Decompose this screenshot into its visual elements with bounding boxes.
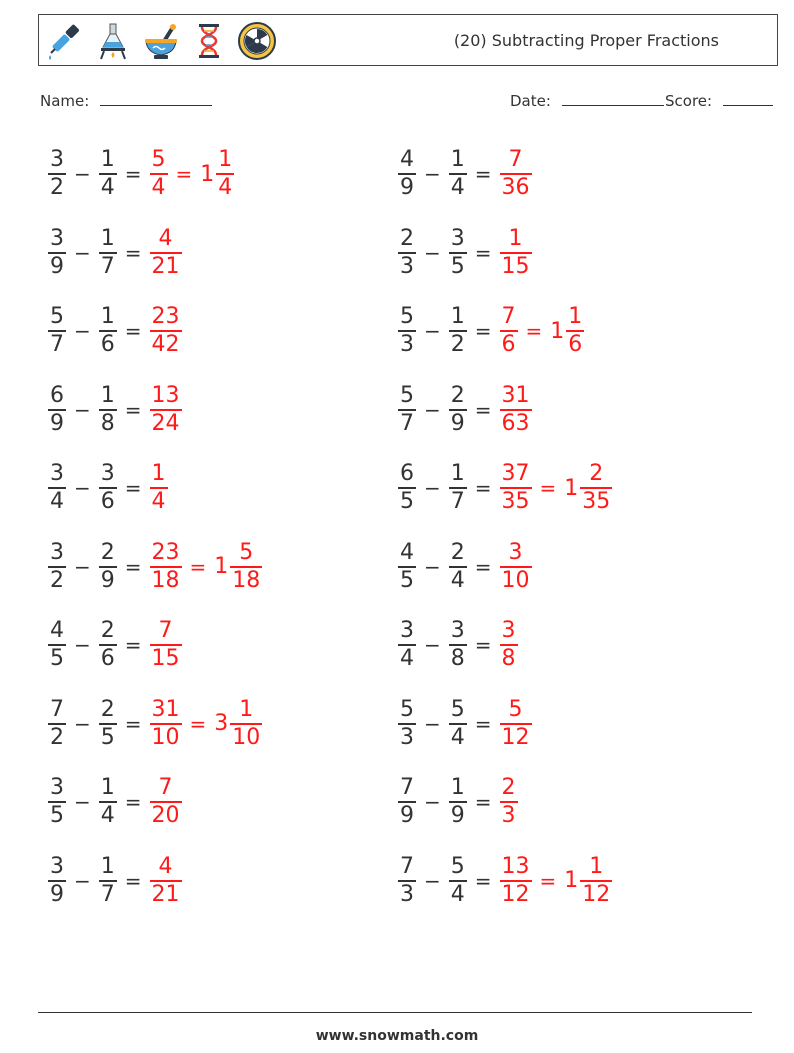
first-fraction-denominator: 9 [400,803,414,828]
minus-sign: − [74,319,91,343]
answer-fraction-numerator: 2 [501,775,516,800]
problem-item [46,225,184,281]
equals-sign: = [474,319,492,343]
second-fraction-numerator: 1 [100,225,115,251]
mixed-fraction [216,147,234,201]
second-fraction [449,147,467,201]
problem-item [46,460,170,516]
problem-item [396,460,614,516]
second-fraction-denominator: 4 [100,175,115,200]
minus-sign: − [74,476,91,500]
first-fraction-numerator: 3 [50,461,64,486]
first-fraction-numerator: 7 [400,853,414,879]
answer-fraction [500,775,518,829]
answer-fraction-denominator: 24 [151,410,180,436]
problem-item [396,853,614,909]
first-fraction-denominator: 9 [400,175,414,200]
equals-sign: = [474,162,492,186]
mortar-pestle-icon [141,21,181,61]
answer-fraction [150,618,182,672]
first-fraction-denominator: 2 [50,175,64,200]
mixed-fraction-numerator: 2 [589,461,604,486]
mixed-fraction [580,854,612,908]
equals-sign: = [474,397,492,422]
first-fraction-denominator: 7 [50,332,64,357]
mixed-fraction-numerator: 1 [589,853,604,879]
first-fraction-numerator: 7 [50,696,64,722]
first-fraction [398,304,416,358]
answer-fraction-denominator: 15 [501,253,530,279]
second-fraction-numerator: 2 [100,618,115,643]
answer-fraction [500,461,532,515]
minus-sign: − [74,397,91,422]
answer-fraction-numerator: 1 [508,225,523,251]
second-fraction [449,618,467,672]
second-fraction-denominator: 4 [450,567,465,593]
second-fraction [449,775,467,829]
first-fraction-denominator: 9 [50,410,64,436]
minus-sign: − [424,319,441,343]
first-fraction-denominator: 5 [50,646,64,671]
first-fraction-numerator: 6 [50,382,64,408]
first-fraction-numerator: 4 [400,539,414,565]
problem-item [396,303,586,359]
equals-sign: = [124,868,142,893]
first-fraction-numerator: 3 [50,147,64,172]
answer-fraction-denominator: 21 [151,253,180,279]
mixed-fraction-numerator: 1 [568,304,583,329]
equals-sign: = [124,240,142,265]
answer-fraction-denominator: 35 [501,489,530,514]
minus-sign: − [74,633,91,657]
minus-sign: − [74,240,91,265]
answer-fraction [150,461,168,515]
answer-fraction [500,383,532,437]
minus-sign: − [424,162,441,186]
first-fraction-numerator: 3 [50,853,64,879]
first-fraction-denominator: 7 [400,410,414,436]
answer-fraction-denominator: 63 [501,410,530,436]
second-fraction [99,383,117,437]
answer-fraction [150,854,182,908]
second-fraction-numerator: 5 [450,696,465,722]
answer-fraction-numerator: 4 [158,853,173,879]
problem-item [396,774,520,830]
first-fraction-denominator: 9 [50,881,64,907]
first-fraction [398,147,416,201]
second-fraction-numerator: 5 [450,853,465,879]
problem-item [396,539,534,595]
second-fraction-denominator: 5 [450,253,465,279]
equals-sign: = [474,554,492,579]
first-fraction [398,461,416,515]
first-fraction [398,697,416,751]
answer-fraction-numerator: 5 [151,147,166,172]
second-fraction-numerator: 2 [100,539,115,565]
mixed-whole-number: 1 [550,318,565,344]
first-fraction-denominator: 5 [400,567,414,593]
header-icons [45,20,277,62]
equals-sign: = [124,790,142,814]
answer-fraction [500,618,518,672]
mixed-fraction [580,461,612,515]
second-fraction-denominator: 8 [100,410,115,436]
second-fraction-denominator: 7 [100,881,115,907]
problem-item [46,146,236,202]
equals-sign: = [474,790,492,814]
mixed-whole-number: 1 [214,554,229,579]
first-fraction [398,775,416,829]
second-fraction-numerator: 1 [450,147,465,172]
problem-item [396,617,520,673]
first-fraction [48,304,66,358]
problem-item [46,853,184,909]
first-fraction-denominator: 3 [400,253,414,279]
answer-fraction-numerator: 31 [151,696,180,722]
second-fraction [99,618,117,672]
minus-sign: − [424,476,441,500]
mixed-whole-number: 1 [200,161,215,187]
equals-sign: = [124,633,142,657]
problem-item [46,303,184,359]
answer-fraction-numerator: 23 [151,304,180,329]
second-fraction-numerator: 3 [100,461,115,486]
minus-sign: − [424,790,441,814]
answer-fraction-denominator: 12 [501,724,530,750]
first-fraction-denominator: 4 [50,489,64,514]
answer-equals-sign: = [189,554,207,579]
answer-fraction [500,147,532,201]
answer-fraction-numerator: 1 [151,461,166,486]
answer-fraction [500,304,518,358]
second-fraction-numerator: 1 [450,304,465,329]
answer-fraction [150,383,182,437]
worksheet-title: (20) Subtracting Proper Fractions [453,31,719,50]
minus-sign: − [424,240,441,265]
answer-fraction-denominator: 10 [501,567,530,593]
first-fraction-denominator: 3 [400,332,414,357]
first-fraction-numerator: 4 [50,618,64,643]
mixed-whole-number: 1 [564,868,579,893]
second-fraction [449,461,467,515]
second-fraction-denominator: 8 [450,646,465,671]
answer-fraction-numerator: 23 [151,539,180,565]
second-fraction-numerator: 1 [100,382,115,408]
problem-item [46,382,184,438]
answer-fraction [150,304,182,358]
first-fraction-numerator: 3 [50,539,64,565]
answer-fraction-numerator: 37 [501,461,530,486]
second-fraction [99,854,117,908]
answer-fraction-numerator: 13 [501,853,530,879]
equals-sign: = [124,319,142,343]
first-fraction-denominator: 5 [50,803,64,828]
equals-sign: = [124,162,142,186]
answer-equals-sign: = [539,868,557,893]
first-fraction-numerator: 6 [400,461,414,486]
name-label: Name: [40,92,90,110]
mixed-fraction-denominator: 4 [218,175,233,200]
answer-fraction-denominator: 18 [151,567,180,593]
second-fraction-denominator: 7 [100,253,115,279]
first-fraction [48,618,66,672]
second-fraction [449,383,467,437]
mixed-fraction [230,697,262,751]
answer-fraction [150,226,182,280]
mixed-fraction-denominator: 6 [568,332,583,357]
answer-fraction-denominator: 12 [501,881,530,907]
dna-icon [189,21,229,61]
name-field[interactable] [40,92,212,110]
equals-sign: = [474,711,492,736]
mixed-whole-number: 3 [214,711,229,736]
minus-sign: − [74,790,91,814]
answer-fraction-denominator: 36 [501,175,530,200]
footer-divider [38,1012,752,1013]
equals-sign: = [474,633,492,657]
second-fraction-denominator: 9 [450,410,465,436]
answer-fraction [150,775,182,829]
first-fraction [48,697,66,751]
first-fraction [48,854,66,908]
date-field[interactable] [510,92,664,110]
second-fraction [99,540,117,594]
minus-sign: − [424,554,441,579]
first-fraction-denominator: 2 [50,567,64,593]
problem-item [396,225,534,281]
score-label: Score: [665,92,713,110]
minus-sign: − [74,868,91,893]
second-fraction-numerator: 1 [100,304,115,329]
first-fraction [48,775,66,829]
second-fraction-numerator: 1 [100,147,115,172]
mixed-fraction-denominator: 10 [232,724,261,750]
second-fraction-numerator: 1 [100,853,115,879]
minus-sign: − [74,711,91,736]
second-fraction [449,697,467,751]
answer-equals-sign: = [175,162,193,186]
second-fraction-numerator: 2 [450,382,465,408]
first-fraction-numerator: 7 [400,775,414,800]
first-fraction [398,618,416,672]
problem-item [396,382,534,438]
second-fraction-denominator: 5 [100,724,115,750]
equals-sign: = [474,240,492,265]
flask-burner-icon [93,21,133,61]
second-fraction-numerator: 3 [450,618,465,643]
answer-fraction-denominator: 42 [151,332,180,357]
first-fraction [48,383,66,437]
second-fraction-denominator: 4 [100,803,115,828]
first-fraction-numerator: 3 [400,618,414,643]
problem-item [396,146,534,202]
problem-item [46,774,184,830]
second-fraction-denominator: 7 [450,489,465,514]
answer-fraction-denominator: 20 [151,803,180,828]
first-fraction [398,854,416,908]
answer-fraction-numerator: 7 [501,304,516,329]
minus-sign: − [424,868,441,893]
mixed-fraction-denominator: 18 [232,567,261,593]
answer-fraction-numerator: 13 [151,382,180,408]
name-blank-line[interactable] [100,93,212,106]
minus-sign: − [424,397,441,422]
minus-sign: − [424,711,441,736]
second-fraction [99,304,117,358]
first-fraction [398,540,416,594]
score-field[interactable] [665,92,773,110]
answer-fraction [150,697,182,751]
answer-fraction-numerator: 4 [158,225,173,251]
date-label: Date: [510,92,551,110]
first-fraction-denominator: 5 [400,489,414,514]
first-fraction-numerator: 5 [50,304,64,329]
second-fraction-denominator: 6 [100,646,115,671]
minus-sign: − [74,162,91,186]
minus-sign: − [74,554,91,579]
first-fraction-numerator: 5 [400,304,414,329]
second-fraction [449,226,467,280]
second-fraction-numerator: 2 [450,539,465,565]
answer-fraction-numerator: 5 [508,696,523,722]
first-fraction [48,147,66,201]
minus-sign: − [424,633,441,657]
first-fraction [48,540,66,594]
second-fraction [449,854,467,908]
second-fraction-numerator: 3 [450,225,465,251]
first-fraction-denominator: 3 [400,724,414,750]
answer-fraction-denominator: 10 [151,724,180,750]
answer-fraction-numerator: 7 [158,775,173,800]
second-fraction-denominator: 2 [450,332,465,357]
answer-equals-sign: = [525,319,543,343]
first-fraction-denominator: 2 [50,724,64,750]
first-fraction [398,226,416,280]
answer-equals-sign: = [539,476,557,500]
second-fraction-denominator: 9 [450,803,465,828]
second-fraction-denominator: 6 [100,332,115,357]
answer-fraction-denominator: 4 [151,175,166,200]
problem-item [46,539,264,595]
answer-fraction [150,540,182,594]
answer-fraction [500,854,532,908]
equals-sign: = [124,711,142,736]
answer-fraction-denominator: 3 [501,803,516,828]
answer-fraction-denominator: 15 [151,646,180,671]
first-fraction-numerator: 2 [400,225,414,251]
first-fraction-denominator: 3 [400,881,414,907]
mixed-fraction [566,304,584,358]
first-fraction-numerator: 5 [400,696,414,722]
mixed-whole-number: 1 [564,475,579,501]
second-fraction-denominator: 6 [100,489,115,514]
answer-fraction-numerator: 3 [508,539,523,565]
first-fraction [398,383,416,437]
second-fraction [99,147,117,201]
answer-equals-sign: = [189,711,207,736]
answer-fraction [500,697,532,751]
answer-fraction [150,147,168,201]
second-fraction [99,775,117,829]
second-fraction [99,226,117,280]
answer-fraction-denominator: 6 [501,332,516,357]
answer-fraction-numerator: 31 [501,382,530,408]
answer-fraction [500,226,532,280]
first-fraction-denominator: 9 [50,253,64,279]
date-blank-line[interactable] [562,93,664,106]
second-fraction-numerator: 1 [100,775,115,800]
second-fraction [449,540,467,594]
second-fraction-numerator: 2 [100,696,115,722]
mixed-fraction-numerator: 1 [239,696,254,722]
equals-sign: = [124,476,142,500]
mixed-fraction-denominator: 12 [582,881,611,907]
second-fraction-denominator: 9 [100,567,115,593]
first-fraction-numerator: 4 [400,147,414,172]
first-fraction-denominator: 4 [400,646,414,671]
dropper-icon [45,21,85,61]
second-fraction [99,697,117,751]
problem-item [46,617,184,673]
answer-fraction [500,540,532,594]
first-fraction-numerator: 3 [50,775,64,800]
second-fraction-numerator: 1 [450,461,465,486]
second-fraction-denominator: 4 [450,881,465,907]
answer-fraction-numerator: 7 [158,618,173,643]
first-fraction [48,461,66,515]
second-fraction-denominator: 4 [450,724,465,750]
equals-sign: = [474,868,492,893]
equals-sign: = [474,476,492,500]
score-blank-line[interactable] [723,93,773,106]
answer-fraction-denominator: 8 [501,646,516,671]
answer-fraction-numerator: 7 [508,147,523,172]
second-fraction-numerator: 1 [450,775,465,800]
answer-fraction-denominator: 4 [151,489,166,514]
mixed-fraction-numerator: 1 [218,147,233,172]
first-fraction [48,226,66,280]
second-fraction-denominator: 4 [450,175,465,200]
mixed-fraction-denominator: 35 [582,489,611,514]
answer-fraction-denominator: 21 [151,881,180,907]
first-fraction-numerator: 5 [400,382,414,408]
first-fraction-numerator: 3 [50,225,64,251]
equals-sign: = [124,397,142,422]
footer-website: www.snowmath.com [315,1028,479,1044]
mixed-fraction [230,540,262,594]
answer-fraction-numerator: 3 [501,618,516,643]
equals-sign: = [124,554,142,579]
radiation-icon [237,21,277,61]
mixed-fraction-numerator: 5 [239,539,254,565]
second-fraction [99,461,117,515]
header-box [38,14,778,66]
second-fraction [449,304,467,358]
problem-item [396,696,534,752]
problem-item [46,696,264,752]
